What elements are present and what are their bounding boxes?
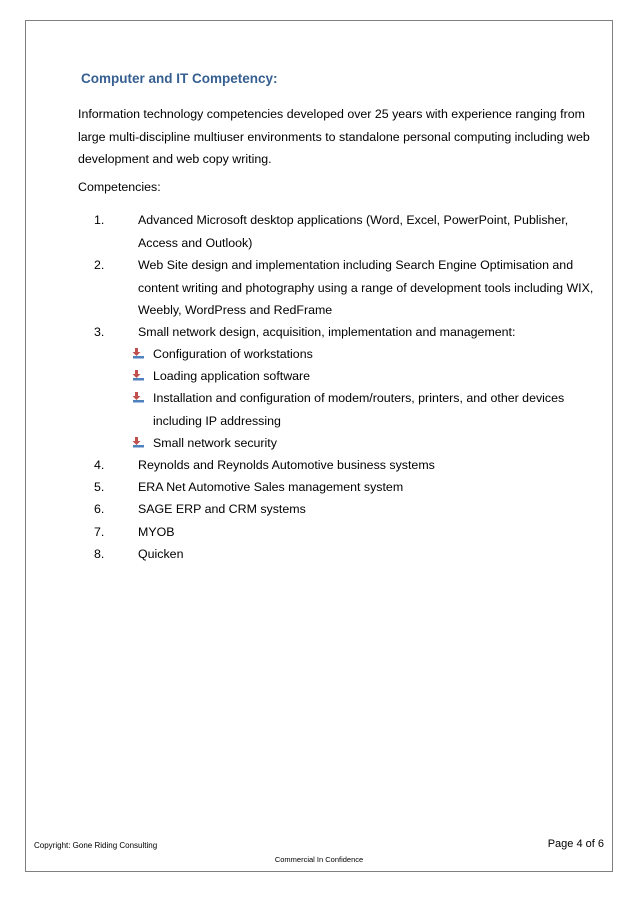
list-item: MYOB (138, 525, 175, 539)
arrow-bullet-icon (131, 435, 145, 449)
arrow-bullet-icon (131, 368, 145, 382)
item-number: 2. (94, 258, 105, 272)
item-number: 4. (94, 458, 105, 472)
footer-page-number: Page 4 of 6 (547, 838, 604, 850)
sub-list-item: Installation and configuration of modem/routers, printers, and other devices including IP addressing (153, 391, 565, 428)
arrow-bullet-icon (131, 346, 145, 360)
item-number: 1. (94, 213, 105, 227)
item-number: 8. (94, 547, 105, 561)
item-number: 7. (94, 525, 105, 539)
intro-paragraph: Information technology competencies developed over 25 years with experience ranging from large multi-discipline multiuser environments to standalone personal computing including web development and web copy writing. (78, 107, 590, 166)
list-item: Web Site design and implementation including Search Engine Optimisation and content writing and photography using a range of development tools including WIX, Weebly, WordPress and RedFrame (138, 258, 594, 317)
list-item: Reynolds and Reynolds Automotive business systems (138, 458, 435, 472)
section-heading: Computer and IT Competency: (81, 71, 278, 86)
list-item: Quicken (138, 547, 184, 561)
sub-list-item: Loading application software (153, 369, 311, 383)
list-item: SAGE ERP and CRM systems (138, 502, 306, 516)
item-number: 5. (94, 480, 105, 494)
arrow-bullet-icon (131, 390, 145, 404)
list-item: Advanced Microsoft desktop applications (Word, Excel, PowerPoint, Publisher, Access and Outlook) (138, 213, 569, 250)
sub-list-item: Small network security (153, 436, 277, 450)
competencies-label: Competencies: (78, 180, 161, 194)
list-item: ERA Net Automotive Sales management system (138, 480, 404, 494)
item-number: 6. (94, 502, 105, 516)
footer-confidential: Commercial In Confidence (274, 855, 364, 864)
list-item: Small network design, acquisition, implementation and management: (138, 325, 516, 339)
sub-list-item: Configuration of workstations (153, 347, 313, 361)
footer-copyright: Copyright: Gone Riding Consulting (34, 841, 158, 850)
item-number: 3. (94, 325, 105, 339)
